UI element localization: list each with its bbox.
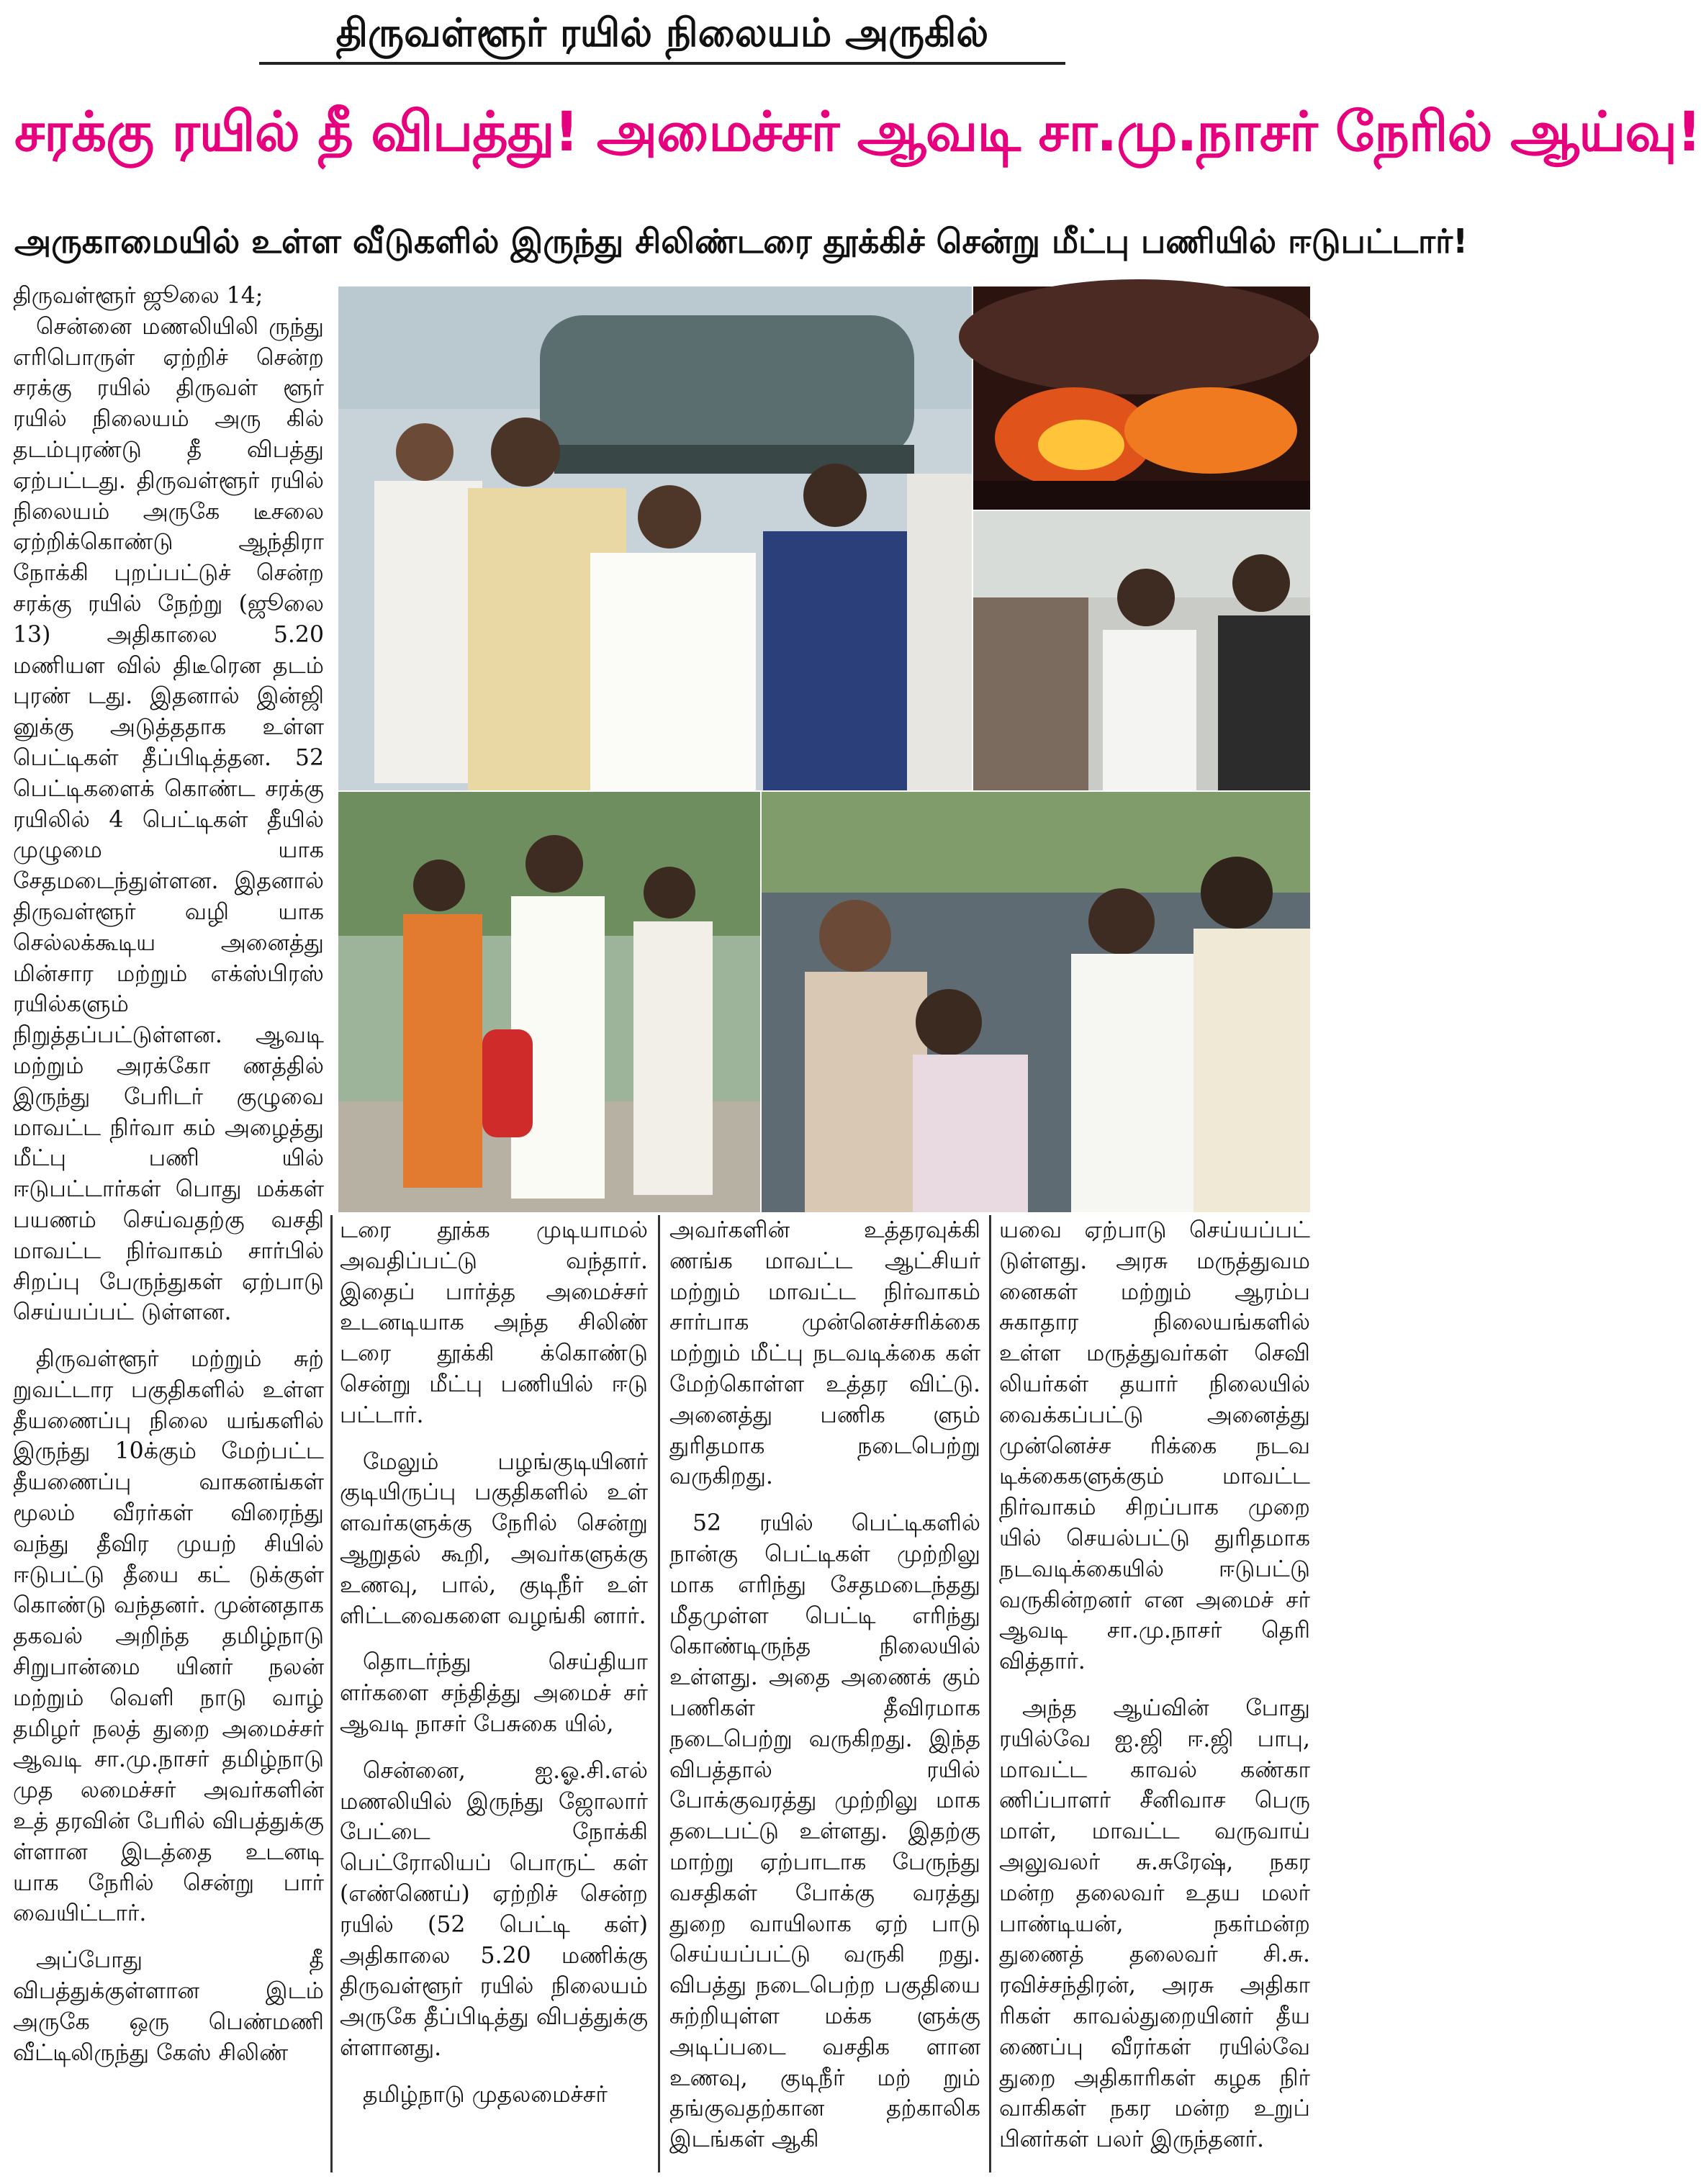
- paragraph: மேலும் பழங்குடியினர் குடியிருப்பு பகுதிகளில் உள் ளவர்களுக்கு நேரில் சென்று ஆறுதல் கூறி, அவர்களுக்கு உணவு, பால், குடிநீர் உள் ளிட்டவைகளை வழங்கி னார்.: [340, 1448, 648, 1629]
- column-divider: [989, 1215, 991, 2172]
- train-fire-photo: [973, 286, 1310, 510]
- sub-headline: அருகாமையில் உள்ள வீடுகளில் இருந்து சிலிண்டரை தூக்கிச் சென்று மீட்பு பணியில் ஈடுபட்டார்!: [14, 222, 1468, 261]
- article-column-3: [669, 1215, 980, 2172]
- dateline: திருவள்ளூர் ஜூலை 14;: [13, 283, 263, 309]
- kicker-heading: திருவள்ளூர் ரயில் நிலையம் அருகில்: [259, 4, 1065, 65]
- article-column-4: [999, 1215, 1310, 2172]
- minister-inspection-crowd-photo: [338, 286, 972, 790]
- minister-distributing-food-photo: [762, 792, 1310, 1212]
- paragraph: அவர்களின் உத்தரவுக்கி ணங்க மாவட்ட ஆட்சியர் மற்றும் மாவட்ட நிர்வாகம் சார்பாக முன்னெச்சரிக்கை மற்றும் மீட்பு நடவடிக்கை கள் மேற்கொள்ள உத்தர விட்டு. அனைத்து பணிக ளும் துரிதமாக நடைபெற்று வருகிறது.: [669, 1217, 980, 1490]
- paragraph: அந்த ஆய்வின் போது ரயில்வே ஐ.ஜி ஈ.ஜி பாபு, மாவட்ட காவல் கண்கா ணிப்பாளர் சீனிவாச பெரு மாள், மாவட்ட வருவாய் அலுவலர் சு.சுரேஷ், நகர மன்ற தலைவர் உதய மலர் பாண்டியன், நகர்மன்ற துணைத் தலைவர் சி.சு. ரவிச்சந்திரன், அரசு அதிகா ரிகள் காவல்துறையினர் தீய ணைப்பு வீரர்கள் ரயில்வே துறை அதிகாரிகள் கழக நிர் வாகிகள் நகர மன்ற உறுப் பினர்கள் பலர் இருந்தனர்.: [999, 1695, 1310, 2153]
- paragraph: சென்னை, ஐ.ஓ.சி.எல் மணலியில் இருந்து ஜோலார் பேட்டை நோக்கி பெட்ரோலியப் பொருட் கள் (எண்ணெய்) ஏற்றிச் சென்ற ரயில் (52 பெட்டி கள்) அதிகாலை 5.20 மணிக்கு திருவள்ளூர் ரயில் நிலையம் அருகே தீப்பிடித்து விபத்துக்கு ள்ளானது.: [340, 1757, 648, 2061]
- article-column-1: [13, 281, 324, 2174]
- main-headline: சரக்கு ரயில் தீ விபத்து! அமைச்சர் ஆவடி சா.மு.நாசர் நேரில் ஆய்வு!: [14, 99, 1701, 163]
- paragraph: யவை ஏற்பாடு செய்யப்பட் டுள்ளது. அரசு மருத்துவம னைகள் மற்றும் ஆரம்ப சுகாதார நிலையங்களில் உள்ள மருத்துவர்கள் செவி லியர்கள் தயார் நிலையில் வைக்கப்பட்டு அனைத்து முன்னெச்ச ரிக்கை நடவ டிக்கைகளுக்கும் மாவட்ட நிர்வாகம் சிறப்பாக முறை யில் செயல்பட்டு துரிதமாக நடவடிக்கையில் ஈடுபட்டு வருகின்றனர் என அமைச் சர் ஆவடி சா.மு.நாசர் தெரி வித்தார்.: [999, 1217, 1310, 1675]
- paragraph: டரை தூக்க முடியாமல் அவதிப்பட்டு வந்தார். இதைப் பார்த்த அமைச்சர் உடனடியாக அந்த சிலிண் டரை தூக்கி க்கொண்டு சென்று மீட்பு பணியில் ஈடு பட்டார்.: [340, 1217, 648, 1428]
- paragraph: 52 ரயில் பெட்டிகளில் நான்கு பெட்டிகள் முற்றிலு மாக எரிந்து சேதமடைந்தது மீதமுள்ள பெட்டி எரிந்து கொண்டிருந்த நிலையில் உள்ளது. அதை அணைக் கும் பணிகள் தீவிரமாக நடைபெற்று வருகிறது. இந்த விபத்தால் ரயில் போக்குவரத்து முற்றிலு மாக தடைபட்டு உள்ளது. இதற்கு மாற்று ஏற்பாடாக பேருந்து வசதிகள் போக்கு வரத்து துறை வாயிலாக ஏற் பாடு செய்யப்பட்டு வருகி றது. விபத்து நடைபெற்ற பகுதியை சுற்றியுள்ள மக்க ளுக்கு அடிப்படை வசதிக ளான உணவு, குடிநீர் மற் றும் தங்குவதற்கான தற்காலிக இடங்கள் ஆகி: [669, 1510, 980, 2153]
- paragraph: தொடர்ந்து செய்தியா ளர்களை சந்தித்து அமைச் சர் ஆவடி நாசர் பேசுகை யில்,: [340, 1649, 648, 1737]
- paragraph: தமிழ்நாடு முதலமைச்சர்: [363, 2081, 608, 2108]
- paragraph: அப்போது தீ விபத்துக்குள்ளான இடம் அருகே ஒரு பெண்மணி வீட்டிலிருந்து கேஸ் சிலிண்: [13, 1947, 324, 2066]
- paragraph: திருவள்ளூர் மற்றும் சுற் றுவட்டார பகுதிகளில் உள்ள தீயணைப்பு நிலை யங்களில் இருந்து 10க்கும் மேற்பட்ட தீயணைப்பு வாகனங்கள் மூலம் வீரர்கள் விரைந்து வந்து தீவிர முயற் சியில் ஈடுபட்டு தீயை கட் டுக்குள் கொண்டு வந்தனர். முன்னதாக தகவல் அறிந்த தமிழ்நாடு சிறுபான்மை யினர் நலன் மற்றும் வெளி நாடு வாழ் தமிழர் நலத் துறை அமைச்சர் ஆவடி சா.மு.நாசர் தமிழ்நாடு முத லமைச்சர் அவர்களின் உத் தரவின் பேரில் விபத்துக்கு ள்ளான இடத்தை உடனடி யாக நேரில் சென்று பார் வையிட்டார்.: [13, 1346, 325, 1927]
- column-divider: [330, 1215, 333, 2172]
- train-track-side-photo: [973, 511, 1310, 790]
- paragraph: சென்னை மணலியிலி ருந்து எரிபொருள் ஏற்றிச் சென்ற சரக்கு ரயில் திருவள் ளூர் ரயில் நிலையம் அரு கில் தடம்புரண்டு தீ விபத்து ஏற்பட்டது. திருவள்ளூர் ரயில் நிலையம் அருகே டீசலை ஏற்றிக்கொண்டு ஆந்திரா நோக்கி புறப்பட்டுச் சென்ற சரக்கு ரயில் நேற்று (ஜூலை 13) அதிகாலை 5.20 மணியள வில் திடீரென தடம் புரண் டது. இதனால் இன்ஜி னுக்கு அடுத்ததாக உள்ள பெட்டிகள் தீப்பிடித்தன. 52 பெட்டிகளைக் கொண்ட சரக்கு ரயிலில் 4 பெட்டிகள் தீயில் முழுமை யாக சேதமடைந்துள்ளன. இதனால் திருவள்ளூர் வழி யாக செல்லக்கூடிய அனைத்து மின்சார மற்றும் எக்ஸ்பிரஸ் ரயில்களும் நிறுத்தப்பட்டுள்ளன. ஆவடி மற்றும் அரக்கோ ணத்தில் இருந்து பேரிடர் குழுவை மாவட்ட நிர்வா கம் அழைத்து மீட்பு பணி யில் ஈடுபட்டார்கள் பொது மக்கள் பயணம் செய்வதற்கு வசதி மாவட்ட நிர்வாகம் சார்பில் சிறப்பு பேருந்துகள் ஏற்பாடு செய்யப்பட் டுள்ளன.: [13, 313, 324, 1326]
- column-divider: [658, 1215, 660, 2172]
- article-column-2: [340, 1215, 648, 2172]
- minister-carrying-cylinder-photo: [338, 792, 760, 1212]
